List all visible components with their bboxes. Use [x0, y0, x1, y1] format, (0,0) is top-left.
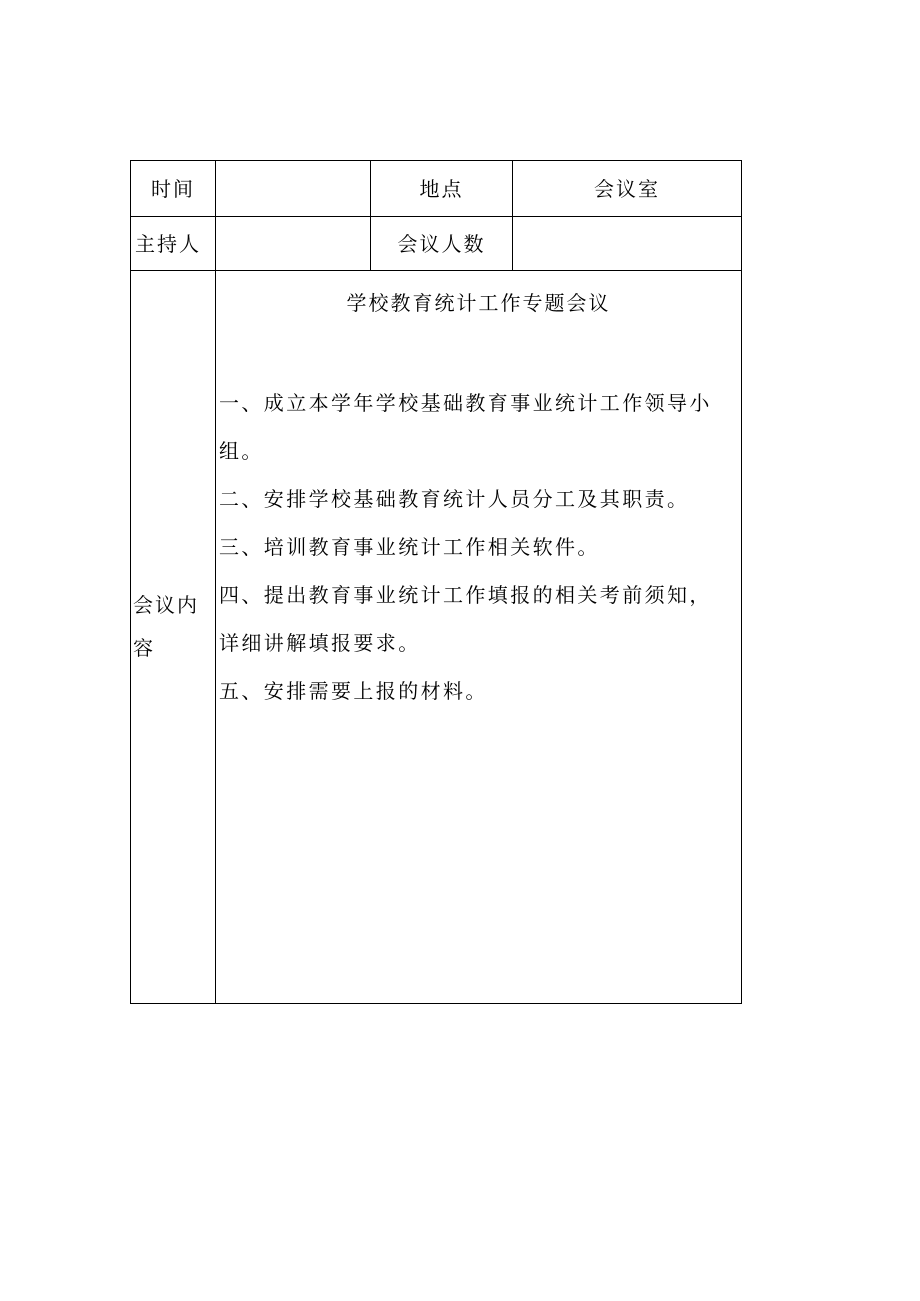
attendees-value-field — [513, 217, 742, 271]
agenda-item: 五、安排需要上报的材料。 — [219, 679, 488, 703]
agenda-item: 二、安排学校基础教育统计人员分工及其职责。 — [219, 487, 690, 511]
table-row-content — [131, 271, 742, 1004]
meeting-record-table — [130, 160, 742, 1004]
agenda-item: 三、培训教育事业统计工作相关软件。 — [219, 535, 600, 559]
attendees-label: 会议人数 — [371, 217, 513, 271]
time-value-field — [216, 161, 371, 217]
content-label: 会议内容 — [133, 593, 199, 660]
location-value: 会议室 — [513, 161, 742, 217]
table-row-host-attendees — [131, 217, 742, 271]
agenda-item: 一、成立本学年学校基础教育事业统计工作领导小组。 — [219, 391, 712, 463]
agenda-list — [216, 379, 741, 715]
host-label: 主持人 — [131, 217, 216, 271]
content-body-cell — [216, 271, 742, 1004]
host-value-field — [216, 217, 371, 271]
table-row-time-location — [131, 161, 742, 217]
meeting-title: 学校教育统计工作专题会议 — [346, 291, 611, 315]
time-label: 时间 — [131, 161, 216, 217]
content-label-cell — [131, 271, 216, 1004]
agenda-item: 四、提出教育事业统计工作填报的相关考前须知，详细讲解填报要求。 — [219, 583, 712, 655]
location-label: 地点 — [371, 161, 513, 217]
